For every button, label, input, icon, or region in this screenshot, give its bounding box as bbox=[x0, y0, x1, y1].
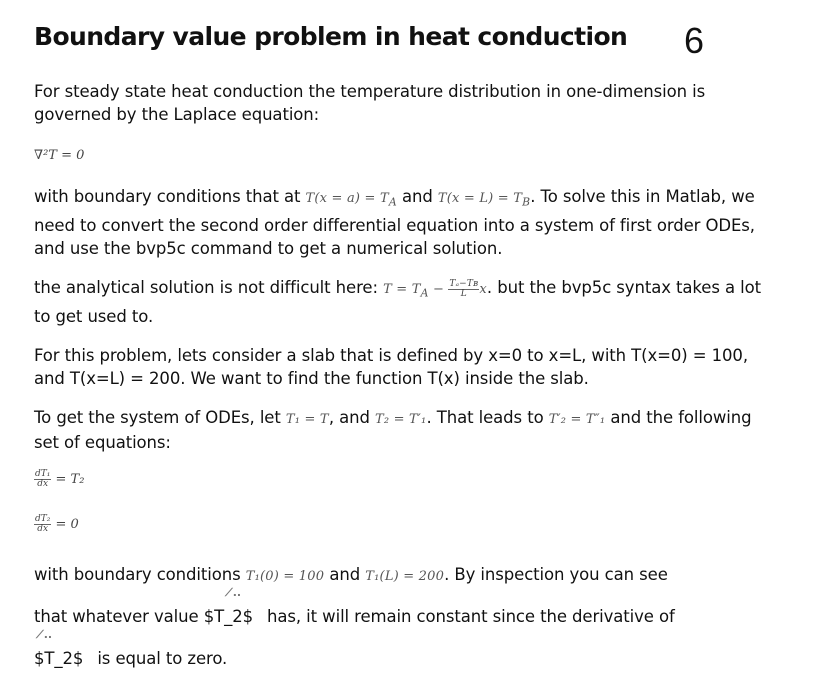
render-artifact-2: ⟋.. bbox=[36, 628, 53, 641]
analytical-math bbox=[383, 279, 487, 300]
latex-token-2: $T_2$ bbox=[34, 649, 84, 668]
bc-math-a bbox=[305, 191, 397, 209]
system-paragraph bbox=[34, 406, 774, 454]
equation-2-fraction bbox=[34, 515, 51, 534]
system-before: To get the system of ODEs, let bbox=[34, 408, 286, 427]
fraction-denominator: L bbox=[460, 289, 467, 299]
system-and: , and bbox=[328, 408, 375, 427]
intro-paragraph: For steady state heat conduction the temperature distribution in one-dimension is governed by the Laplace equation: bbox=[34, 82, 706, 124]
render-artifact-1: ⟋.. bbox=[225, 586, 242, 599]
analytical-sub: A bbox=[420, 286, 429, 300]
bc-and: and bbox=[396, 187, 438, 206]
bc-math-a-lhs: T(x = a) = T bbox=[305, 191, 389, 206]
equation-1-fraction bbox=[34, 470, 51, 489]
problem-paragraph: For this problem, lets consider a slab that is defined by x=0 to x=L, with T(x=0) = 100, and T(x=L) = 200. We want to find the function T(x) inside the slab. bbox=[34, 346, 748, 388]
latex-token-1: $T_2$ bbox=[203, 607, 254, 626]
conclusion-line-3-b: is equal to zero. bbox=[97, 649, 228, 668]
bc-text-before: with boundary conditions that at bbox=[34, 187, 306, 206]
conclusion-before: with boundary conditions bbox=[34, 565, 246, 584]
system-mid: . That leads to bbox=[426, 408, 549, 427]
conclusion-and: and bbox=[324, 565, 366, 584]
conclusion-math-2: T₁(L) = 200 bbox=[365, 569, 445, 584]
equation-1-denominator: dx bbox=[37, 479, 49, 489]
analytical-before: the analytical solution is not difficult here: bbox=[34, 278, 384, 297]
conclusion-line-1-after: . By inspection you can see bbox=[444, 565, 668, 584]
conclusion-line-1 bbox=[34, 563, 774, 588]
system-math-2: T₂ = T′₁ bbox=[375, 412, 427, 427]
analytical-lhs: T = T bbox=[383, 282, 421, 297]
conclusion-line-2 bbox=[34, 605, 774, 628]
analytical-minus: − bbox=[428, 282, 449, 297]
equation-1 bbox=[34, 470, 84, 489]
conclusion-line-3 bbox=[34, 647, 774, 670]
equation-2 bbox=[34, 515, 79, 534]
bc-math-a-sub: A bbox=[388, 195, 397, 209]
conclusion-line-2-b: has, it will remain constant since the derivative of bbox=[267, 607, 675, 626]
bc-math-b-sub: B bbox=[522, 195, 531, 209]
equation-2-denominator: dx bbox=[37, 524, 49, 534]
analytical-paragraph bbox=[34, 276, 774, 328]
system-after: and the following set of equations: bbox=[34, 408, 752, 452]
system-math-3: T′₂ = T″₁ bbox=[548, 412, 606, 427]
equation-2-rhs: = 0 bbox=[55, 517, 79, 532]
boundary-conditions-paragraph bbox=[34, 185, 774, 260]
bc-math-b-lhs: T(x = L) = T bbox=[437, 191, 523, 206]
equation-1-numerator: dT₁ bbox=[35, 469, 51, 479]
fraction-numerator: Tₐ−Tʙ bbox=[449, 279, 479, 289]
system-math-1: T₁ = T bbox=[285, 412, 329, 427]
page-title: Boundary value problem in heat conduction bbox=[34, 22, 628, 51]
analytical-fraction bbox=[448, 280, 479, 299]
equation-2-numerator: dT₂ bbox=[35, 514, 51, 524]
conclusion-line-2-a: that whatever value bbox=[34, 607, 204, 626]
bc-math-b bbox=[437, 191, 531, 209]
laplace-equation: ∇²T = 0 bbox=[34, 148, 85, 163]
analytical-x: x bbox=[479, 282, 487, 297]
page-number: 6 bbox=[684, 20, 705, 61]
analytical-after: . but the bvp5c syntax takes a lot to get used to. bbox=[34, 278, 761, 326]
conclusion-math-1: T₁(0) = 100 bbox=[245, 569, 325, 584]
equation-1-rhs: = T₂ bbox=[55, 472, 85, 487]
bc-text-after: . To solve this in Matlab, we need to convert the second order differential equation into a system of first order ODEs, and use the bvp5c command to get a numerical solution. bbox=[34, 187, 755, 258]
